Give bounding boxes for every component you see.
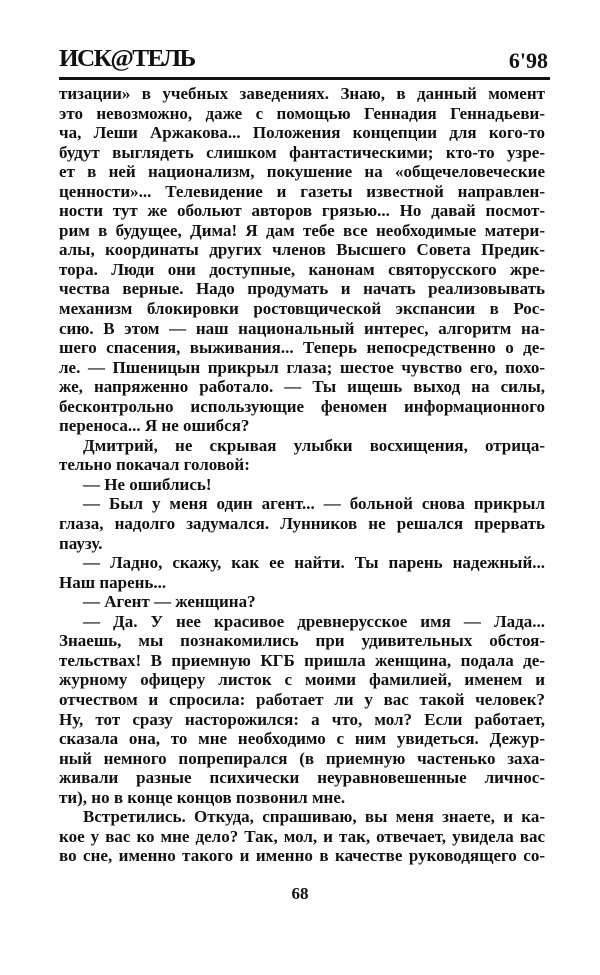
text-line: тельно покачал головой: — [59, 455, 250, 475]
text-line: глаза, надолго задумался. Лунников не решался прервать — [59, 514, 545, 534]
text-line: ный немного попрепирался (в приемную частенько заха- — [59, 748, 545, 768]
text-line: будут выглядеть слишком фантастическими; кто-то узре- — [59, 142, 545, 162]
text-line: переноса... Я не ошибся? — [59, 416, 250, 436]
text-line: тельствах! В приемную КГБ пришла женщина, подала де- — [59, 650, 545, 670]
text-line: Встретились. Откуда, спрашиваю, вы меня знаете, и ка- — [83, 807, 545, 827]
text-line: ценности»... Телевидение и газеты известной направлен- — [59, 181, 545, 201]
text-line: ности тут же обольют авторов грязью... Но давай посмот- — [59, 201, 545, 221]
text-line: механизм блокировки ростовщической экспансии в Рос- — [59, 299, 545, 319]
text-line: журному офицеру листок с моими фамилией, именем и — [59, 670, 545, 690]
text-line: Наш парень... — [59, 572, 167, 592]
text-line: ти), но в конце концов позвонил мне. — [59, 787, 346, 807]
text-line: — Ладно, скажу, как ее найти. Ты парень надежный... — [83, 553, 545, 573]
text-line: тора. Люди они доступные, канонам святорусского жре- — [59, 259, 545, 279]
text-line: сказала она, то мне необходимо с ним увидеться. Дежур- — [59, 729, 545, 749]
text-line: — Агент — женщина? — [83, 592, 256, 612]
text-line: алы, координаты других членов Высшего Совета Предик- — [59, 240, 545, 260]
text-line: ет в ней национализм, покушение на «общечеловеческие — [59, 162, 545, 182]
text-line: Знаешь, мы познакомились при удивительных обстоя- — [59, 631, 545, 651]
text-line: живали разные психически неуравновешенные личнос- — [59, 768, 545, 788]
magazine-logo: ИСК@ТЕЛЬ — [59, 46, 195, 72]
text-line: рим в будущее, Дима! Я дам тебе все необходимые матери- — [59, 220, 545, 240]
text-line: паузу. — [59, 533, 103, 553]
text-line: — Был у меня один агент... — больной снова прикрыл — [83, 494, 545, 514]
text-line: — Да. У нее красивое древнерусское имя — Лада... — [83, 611, 545, 631]
text-line: Дмитрий, не скрывая улыбки восхищения, отрица- — [83, 435, 545, 455]
text-line: тизации» в учебных заведениях. Знаю, в данный момент — [59, 84, 545, 103]
text-line: чества верные. Надо продумать и начать реализовывать — [59, 279, 545, 299]
text-line: шего спасения, выживания... Теперь непосредственно о де- — [59, 338, 545, 358]
text-line: отчеством и спросила: работает ли у вас такой человек? — [59, 689, 545, 709]
text-line: бесконтрольно использующие феномен информационного — [59, 396, 545, 416]
text-line: кое у вас ко мне дело? Так, мол, и так, отвечает, увидела вас — [59, 826, 545, 846]
text-line: это невозможно, даже с помощью Геннадия Геннадьеви- — [59, 103, 545, 123]
header-rule — [59, 77, 550, 80]
text-line: — Не ошиблись! — [83, 474, 212, 494]
text-line: во сне, именно такого и именно в качестве руководящего со- — [59, 846, 545, 866]
issue-number: 6'98 — [508, 48, 548, 73]
text-line: Ну, тот сразу насторожился: а что, мол? Если работает, — [59, 709, 545, 729]
text-line: ле. — Пшеницын прикрыл глаза; шестое чувство его, похо- — [59, 357, 545, 377]
running-header — [59, 46, 550, 76]
text-line: же, напряженно работало. — Ты ищешь выход на силы, — [59, 377, 545, 397]
body-text — [59, 84, 545, 866]
text-line: ча, Леши Аржакова... Положения концепции для кого-то — [59, 123, 545, 143]
text-line: сию. В этом — наш национальный интерес, алгоритм на- — [59, 318, 545, 338]
page-number: 68 — [291, 884, 309, 903]
